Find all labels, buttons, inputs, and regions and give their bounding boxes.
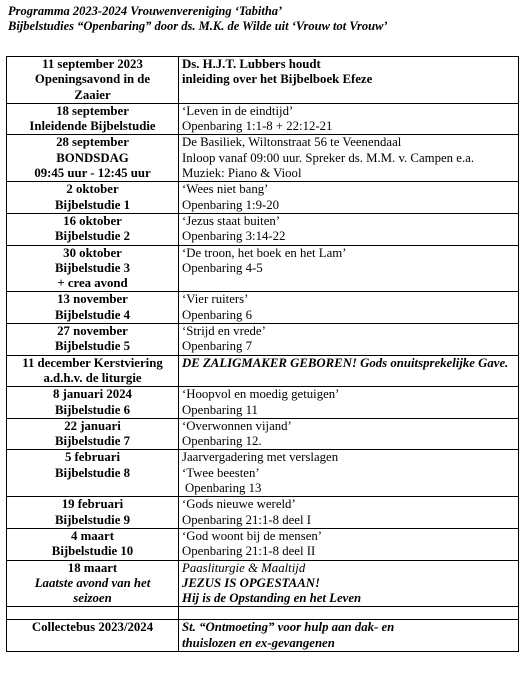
program-topic-cell <box>179 450 519 497</box>
program-date-cell <box>7 560 179 607</box>
program-topic-line: Hij is de Opstanding en het Leven <box>182 591 362 606</box>
program-topic-line: ‘Wees niet bang’ <box>182 182 269 197</box>
program-topic-cell <box>179 245 519 292</box>
program-topic-cell <box>179 135 519 182</box>
program-date-cell <box>7 103 179 135</box>
program-topic-line: Paasliturgie & Maaltijd <box>182 560 306 575</box>
program-row <box>7 355 519 387</box>
program-row <box>7 560 519 607</box>
program-topic-line: Openbaring 1:9-20 <box>182 197 280 212</box>
program-topic-line: ‘Overwonnen vijand’ <box>182 418 292 433</box>
program-topic-line: Jaarvergadering met verslagen <box>182 450 339 465</box>
program-topic-line: De Basiliek, Wiltonstraat 56 te Veenendaal <box>182 135 402 150</box>
program-topic-line: JEZUS IS OPGESTAAN! <box>182 575 320 590</box>
program-row <box>7 245 519 292</box>
collection-target-line: thuislozen en ex-gevangenen <box>182 635 335 650</box>
program-date-line: Laatste avond van het <box>34 575 151 590</box>
program-date-line: BONDSDAG <box>56 150 129 165</box>
program-topic-cell <box>179 103 519 135</box>
program-date-line: 28 september <box>56 135 129 150</box>
program-date-line: 16 oktober <box>63 213 122 228</box>
program-date-line: Bijbelstudie 2 <box>54 229 130 244</box>
spacer-cell <box>7 607 179 620</box>
program-date-line: Bijbelstudie 9 <box>54 512 130 527</box>
program-date-cell <box>7 57 179 104</box>
collection-row <box>7 620 519 652</box>
program-topic-line: Muziek: Piano & Viool <box>182 166 302 181</box>
program-table-body <box>7 57 519 652</box>
program-date-line: 22 januari <box>64 418 121 433</box>
program-topic-line: Openbaring 4-5 <box>182 260 263 275</box>
program-date-line: Bijbelstudie 1 <box>54 197 130 212</box>
program-topic-line: Ds. H.J.T. Lubbers houdt <box>182 57 321 71</box>
program-topic-line: ‘Jezus staat buiten’ <box>182 213 281 228</box>
program-date-line: 27 november <box>57 324 128 339</box>
program-date-line: Zaaier <box>74 87 111 102</box>
program-topic-line: ‘Hoopvol en moedig getuigen’ <box>182 387 340 402</box>
program-date-line: Bijbelstudie 6 <box>54 402 130 417</box>
program-date-line: Inleidende Bijbelstudie <box>29 119 156 134</box>
program-topic-cell <box>179 213 519 245</box>
program-topic-line: Openbaring 1:1-8 + 22:12-21 <box>182 119 333 134</box>
program-date-cell <box>7 387 179 419</box>
program-date-line: + crea avond <box>57 276 128 291</box>
program-topic-line: DE ZALIGMAKER GEBOREN! Gods onuitsprekelijke Gave. <box>182 355 509 370</box>
program-row <box>7 103 519 135</box>
program-topic-line: Openbaring 12. <box>182 434 262 449</box>
spacer-row <box>7 607 519 620</box>
program-topic-line: Openbaring 11 <box>182 402 258 417</box>
program-date-line: Bijbelstudie 3 <box>54 260 130 275</box>
program-date-line: a.d.h.v. de liturgie <box>43 370 142 385</box>
program-date-line: 5 februari <box>64 450 121 465</box>
program-date-line: Bijbelstudie 7 <box>54 434 130 449</box>
program-topic-line: ‘De troon, het boek en het Lam’ <box>182 245 347 260</box>
program-date-cell <box>7 245 179 292</box>
collection-label: Collectebus 2023/2024 <box>31 620 154 635</box>
program-topic-line: ‘God woont bij de mensen’ <box>182 528 323 543</box>
program-topic-line: Openbaring 21:1-8 deel II <box>182 544 316 559</box>
program-date-cell <box>7 355 179 387</box>
collection-target-line: St. “Ontmoeting” voor hulp aan dak- en <box>182 620 395 635</box>
program-topic-line: ‘Leven in de eindtijd’ <box>182 103 294 118</box>
program-date-line: 30 oktober <box>63 245 122 260</box>
program-topic-cell <box>179 292 519 324</box>
program-date-line: Openingsavond in de <box>34 72 151 87</box>
program-date-line: 18 maart <box>67 560 118 575</box>
program-date-line: 19 februari <box>61 497 124 512</box>
collection-target-cell <box>179 620 519 652</box>
program-date-line: 18 september <box>56 103 129 118</box>
program-date-line: seizoen <box>73 591 112 606</box>
program-topic-line: Openbaring 6 <box>182 307 253 322</box>
collection-label-cell <box>7 620 179 652</box>
program-topic-line: Inloop vanaf 09:00 uur. Spreker ds. M.M. v. Campen e.a. <box>182 150 475 165</box>
header-subtitle: Bijbelstudies “Openbaring” door ds. M.K. de Wilde uit ‘Vrouw tot Vrouw’ <box>8 19 388 33</box>
program-topic-cell <box>179 57 519 104</box>
program-date-cell <box>7 418 179 450</box>
program-row <box>7 324 519 356</box>
program-topic-line: inleiding over het Bijbelboek Efeze <box>182 72 373 87</box>
program-row <box>7 57 519 104</box>
program-date-line: 09:45 uur - 12:45 uur <box>34 166 151 181</box>
program-topic-line: ‘Twee beesten’ <box>182 465 260 480</box>
program-date-line: 4 maart <box>71 528 114 543</box>
program-date-line: Bijbelstudie 8 <box>54 465 130 480</box>
program-topic-cell <box>179 528 519 560</box>
spacer-cell <box>179 607 519 620</box>
program-topic-line: Openbaring 13 <box>185 481 262 496</box>
program-row <box>7 387 519 419</box>
program-topic-cell <box>179 497 519 529</box>
program-topic-cell <box>179 324 519 356</box>
program-date-line: 11 september 2023 <box>42 57 143 71</box>
program-topic-cell <box>179 560 519 607</box>
program-date-cell <box>7 497 179 529</box>
program-topic-line: Openbaring 7 <box>182 339 253 354</box>
program-row <box>7 213 519 245</box>
program-topic-line: ‘Strijd en vrede’ <box>182 324 266 339</box>
program-topic-cell <box>179 355 519 387</box>
program-date-line: 8 januari 2024 <box>53 387 132 402</box>
program-date-line: Bijbelstudie 5 <box>54 339 130 354</box>
program-topic-line: Openbaring 21:1-8 deel I <box>182 512 311 527</box>
program-date-line: 11 december Kerstviering <box>22 355 163 370</box>
program-topic-line: ‘Vier ruiters’ <box>182 292 249 307</box>
program-row <box>7 418 519 450</box>
program-date-cell <box>7 182 179 214</box>
program-topic-line: Openbaring 3:14-22 <box>182 229 286 244</box>
program-date-cell <box>7 324 179 356</box>
program-row <box>7 528 519 560</box>
program-topic-cell <box>179 387 519 419</box>
program-row <box>7 497 519 529</box>
program-row <box>7 450 519 497</box>
document-header <box>8 4 518 34</box>
program-date-cell <box>7 213 179 245</box>
program-date-line: Bijbelstudie 10 <box>51 544 134 559</box>
program-date-line: 13 november <box>57 292 128 307</box>
program-topic-cell <box>179 418 519 450</box>
header-title: Programma 2023-2024 Vrouwenvereniging ‘Tabitha’ <box>8 4 283 18</box>
program-table <box>6 56 519 652</box>
program-date-cell <box>7 528 179 560</box>
program-date-line: Bijbelstudie 4 <box>54 307 130 322</box>
program-row <box>7 135 519 182</box>
program-topic-line: ‘Gods nieuwe wereld’ <box>182 497 296 512</box>
program-date-cell <box>7 292 179 324</box>
program-date-cell <box>7 135 179 182</box>
program-date-cell <box>7 450 179 497</box>
program-row <box>7 292 519 324</box>
program-topic-cell <box>179 182 519 214</box>
program-row <box>7 182 519 214</box>
program-date-line: 2 oktober <box>66 182 119 197</box>
